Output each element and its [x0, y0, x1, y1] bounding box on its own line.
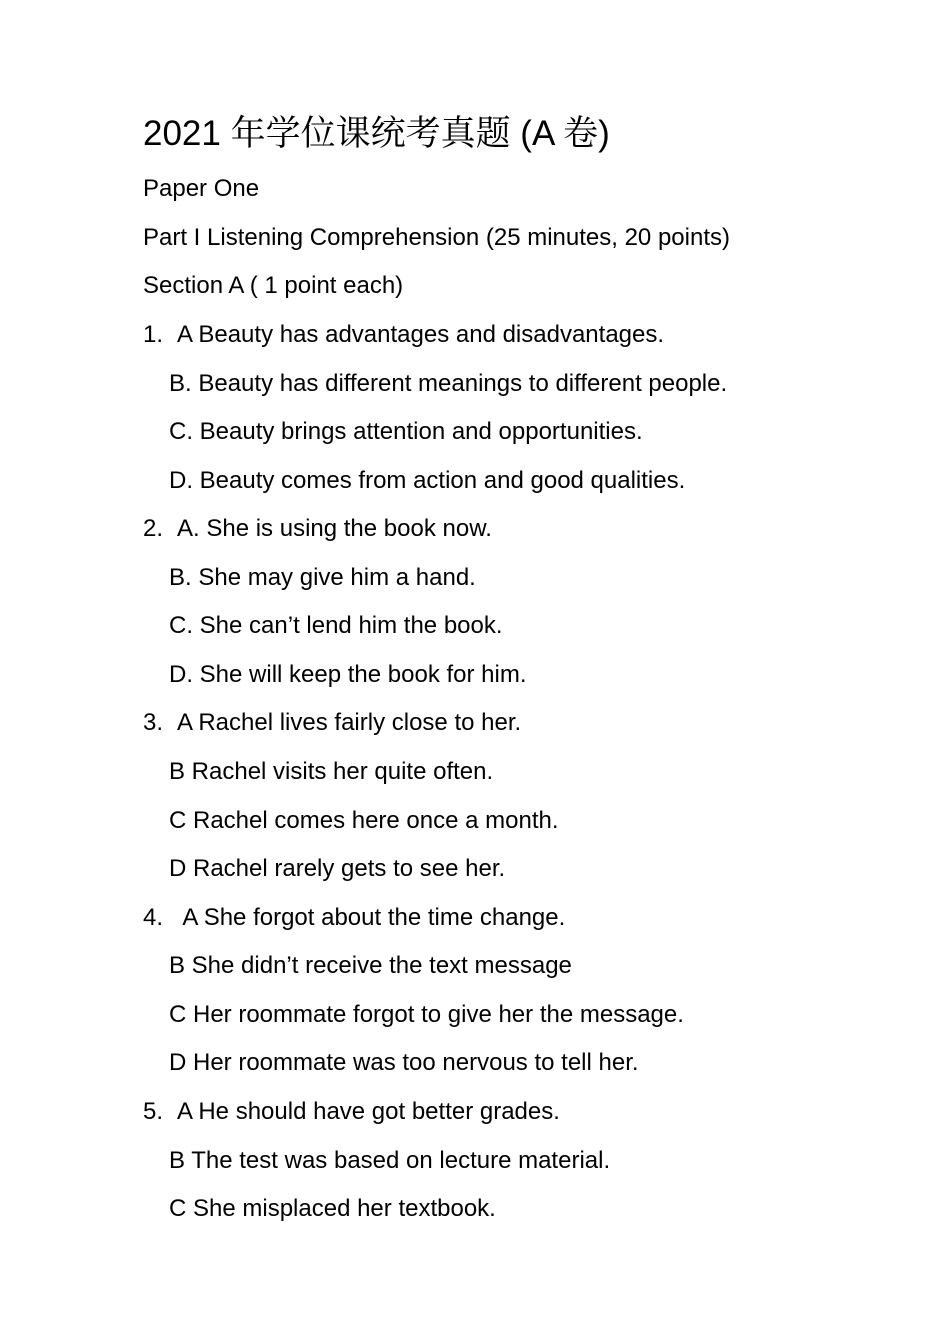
- question-number: 4.: [143, 904, 164, 931]
- option-c: C. She can’t lend him the book.: [169, 612, 503, 639]
- option-b: B She didn’t receive the text message: [169, 952, 572, 979]
- option-d: D Her roommate was too nervous to tell her.: [169, 1049, 639, 1076]
- option-a: A. She is using the book now.: [177, 515, 492, 542]
- question-1: [143, 320, 664, 350]
- option-b: B. Beauty has different meanings to different people.: [169, 370, 728, 397]
- option-b: B The test was based on lecture material.: [169, 1147, 611, 1174]
- option-c: C. Beauty brings attention and opportunities.: [169, 418, 643, 445]
- question-4: [143, 903, 565, 933]
- question-number: 3.: [143, 709, 164, 736]
- option-a: A He should have got better grades.: [177, 1098, 560, 1125]
- section-heading: Section A ( 1 point each): [143, 272, 404, 299]
- paper-heading: Paper One: [143, 175, 260, 202]
- option-a: A She forgot about the time change.: [177, 904, 566, 931]
- option-b: B Rachel visits her quite often.: [169, 758, 494, 785]
- question-number: 1.: [143, 321, 164, 348]
- question-3: [143, 708, 521, 738]
- question-number: 5.: [143, 1098, 164, 1125]
- option-c: C Her roommate forgot to give her the message.: [169, 1001, 684, 1028]
- exam-title: 2021 年学位课统考真题 (A 卷): [143, 114, 610, 153]
- option-d: D Rachel rarely gets to see her.: [169, 855, 506, 882]
- option-a: A Rachel lives fairly close to her.: [177, 709, 522, 736]
- question-number: 2.: [143, 515, 164, 542]
- option-a: A Beauty has advantages and disadvantages.: [177, 321, 665, 348]
- part-heading: Part I Listening Comprehension (25 minutes, 20 points): [143, 224, 730, 251]
- option-c: C She misplaced her textbook.: [169, 1195, 496, 1222]
- option-b: B. She may give him a hand.: [169, 564, 476, 591]
- question-5: [143, 1097, 560, 1127]
- question-2: [143, 514, 492, 544]
- option-d: D. She will keep the book for him.: [169, 661, 527, 688]
- option-d: D. Beauty comes from action and good qualities.: [169, 467, 686, 494]
- option-c: C Rachel comes here once a month.: [169, 807, 559, 834]
